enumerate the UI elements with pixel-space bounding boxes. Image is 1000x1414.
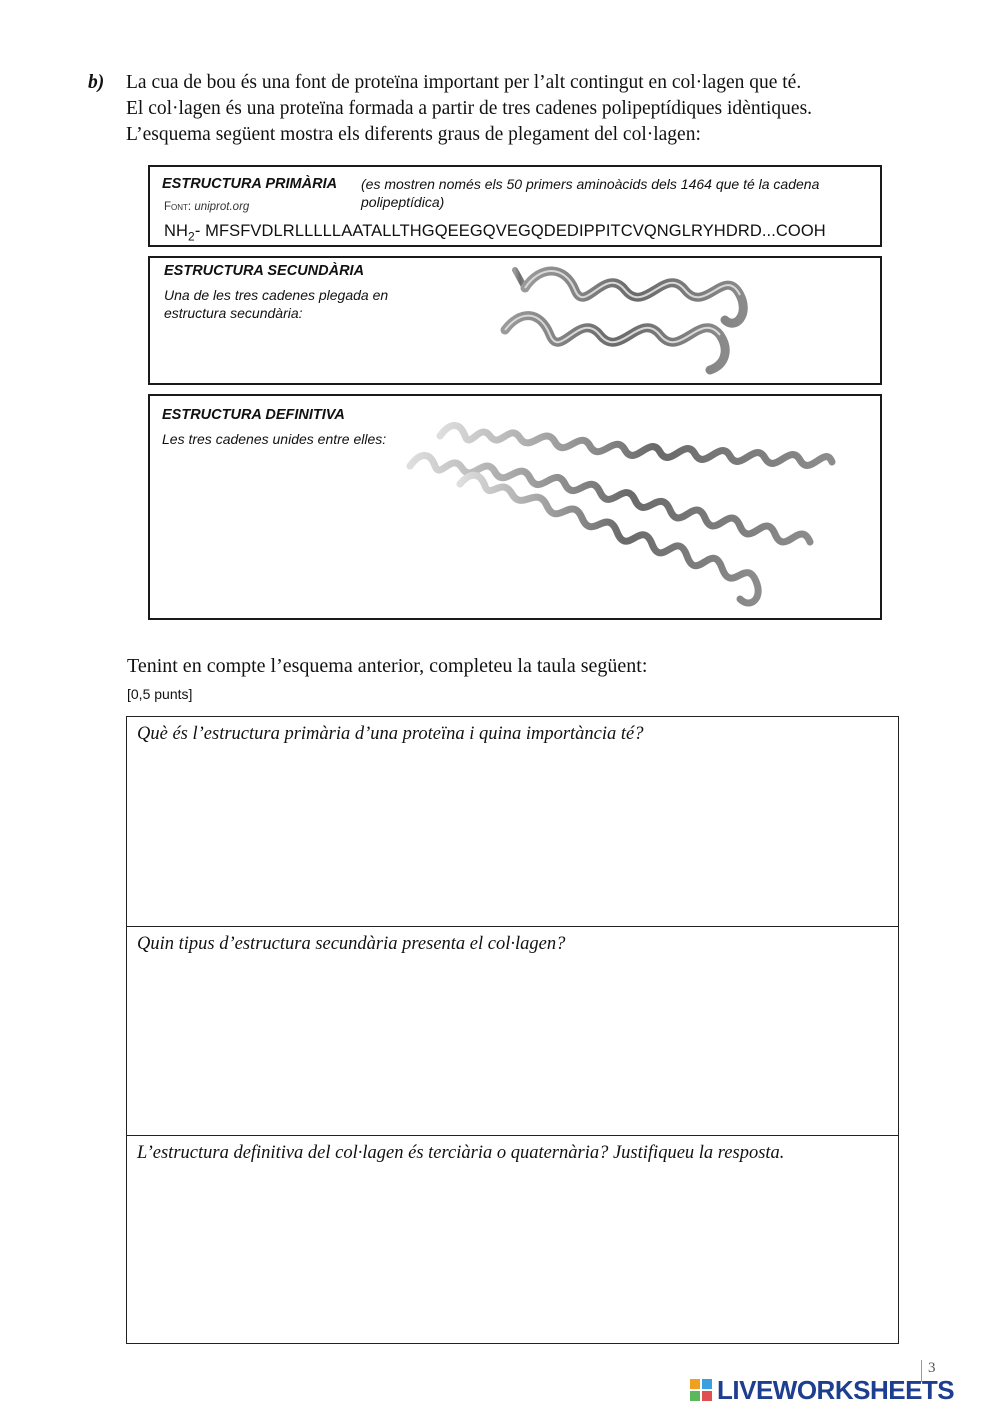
primary-structure-title: ESTRUCTURA PRIMÀRIA (162, 176, 338, 192)
question-row-2 (127, 927, 898, 1136)
source-label: Font: (164, 201, 192, 213)
brand-text: LIVEWORKSHEETS (717, 1375, 955, 1405)
primary-structure-box (148, 165, 882, 247)
table-instruction: Tenint en compte l’esquema anterior, completeu la taula següent: (127, 655, 648, 677)
question-row-3 (127, 1136, 898, 1343)
source-value: uniprot.org (194, 201, 250, 213)
sequence-prefix: NH (164, 222, 189, 240)
points-label: [0,5 punts] (127, 686, 193, 702)
sequence-body: - MFSFVDLRLLLLLAATALLTHGQEEGQVEGQDEDIPPITCVQNGLRYHDRD...COOH (194, 222, 826, 240)
secondary-structure-box (148, 256, 882, 385)
question-table (126, 716, 899, 1344)
answer-3-field[interactable] (137, 1176, 889, 1340)
intro-line-1: La cua de bou és una font de proteïna important per l’alt contingut en col·lagen que té. (126, 72, 802, 93)
secondary-structure-note: Una de les tres cadenes plegada en estructura secundària: (164, 287, 389, 321)
question-label: b) (88, 72, 105, 93)
answer-2-field[interactable] (137, 967, 889, 1131)
primary-structure-note: (es mostren només els 50 primers aminoàcids dels 1464 que té la cadena polipeptídica) (361, 176, 820, 210)
liveworksheets-brand (690, 1375, 990, 1405)
triple-helix-illustration (400, 414, 850, 614)
liveworksheets-logo-icon (690, 1379, 712, 1401)
intro-line-2: El col·lagen és una proteïna formada a partir de tres cadenes polipeptídiques idèntiques. (126, 98, 813, 119)
definitive-structure-title: ESTRUCTURA DEFINITIVA (162, 407, 345, 423)
answer-1-field[interactable] (137, 757, 889, 921)
question-3-text: L’estructura definitiva del col·lagen és terciària o quaternària? Justifiqueu la resposta. (137, 1143, 785, 1163)
definitive-structure-note: Les tres cadenes unides entre elles: (162, 431, 387, 447)
question-row-1 (127, 717, 898, 927)
alpha-helix-illustration (495, 260, 795, 382)
page-number: 3 (921, 1360, 936, 1382)
question-1-text: Què és l’estructura primària d’una proteïna i quina importància té? (137, 724, 644, 744)
sequence-subscript: 2 (188, 229, 195, 244)
question-2-text: Quin tipus d’estructura secundària presenta el col·lagen? (137, 934, 566, 954)
definitive-structure-box (148, 394, 882, 620)
source-citation (164, 201, 249, 213)
amino-acid-sequence (164, 222, 826, 243)
intro-line-3: L’esquema següent mostra els diferents graus de plegament del col·lagen: (126, 124, 701, 145)
secondary-structure-title: ESTRUCTURA SECUNDÀRIA (164, 263, 365, 279)
